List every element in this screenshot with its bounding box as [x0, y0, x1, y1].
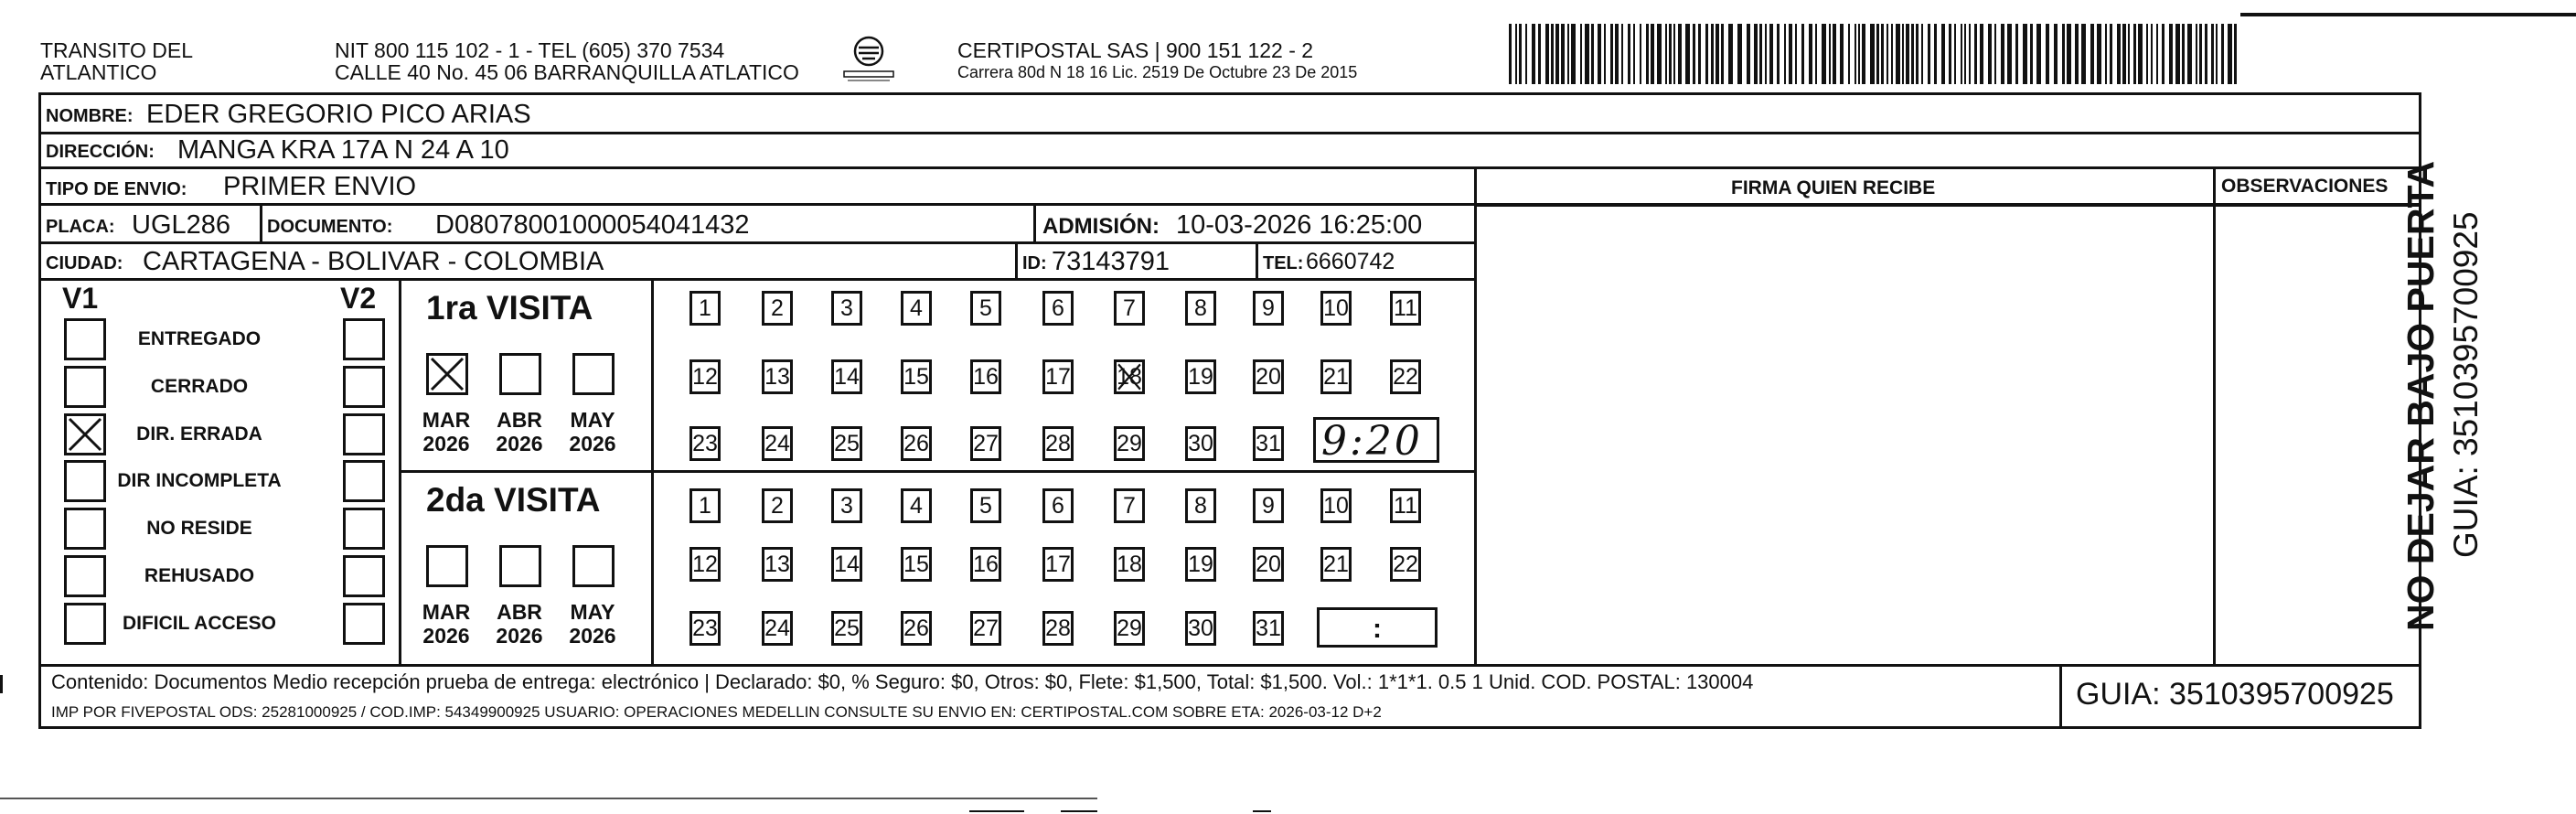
status-label: NO RESIDE	[146, 518, 252, 539]
second-visit-month-checkbox[interactable]	[572, 545, 615, 587]
day-number: 23	[692, 615, 718, 641]
status-label: DIFICIL ACCESO	[122, 613, 276, 634]
month-name: ABR	[497, 408, 542, 432]
rule-after-nombre	[38, 132, 2421, 134]
month-name: MAY	[570, 408, 615, 432]
day-number: 24	[764, 615, 790, 641]
rule-after-placa	[38, 241, 1476, 244]
second-day-box[interactable]	[1114, 488, 1145, 523]
company-line: CERTIPOSTAL SAS | 900 151 122 - 2	[957, 38, 1314, 62]
month-name: ABR	[497, 600, 542, 624]
footer-guia: GUIA: 3510395700925	[2076, 677, 2394, 712]
month-year: 2026	[496, 432, 543, 456]
second-day-box[interactable]	[1253, 611, 1284, 646]
second-day-box[interactable]	[1185, 611, 1216, 646]
second-visit-title: 2da VISITA	[426, 481, 601, 519]
nombre-label: NOMBRE:	[46, 106, 134, 126]
rule-before-admision	[1033, 205, 1036, 242]
day-number: 13	[764, 363, 790, 390]
day-number: 28	[1045, 615, 1071, 641]
first-visit-month-checkbox[interactable]	[499, 353, 541, 395]
observaciones-label: OBSERVACIONES	[2221, 176, 2389, 197]
tipo-envio-value: PRIMER ENVIO	[223, 172, 417, 201]
rule-after-ciudad	[38, 278, 1476, 281]
first-day-box[interactable]	[762, 359, 793, 394]
second-day-box[interactable]	[1390, 547, 1421, 582]
documento-value: D08078001000054041432	[435, 210, 750, 240]
second-visit-time: :	[1373, 614, 1382, 644]
second-day-box[interactable]	[1185, 547, 1216, 582]
second-day-box[interactable]	[1114, 611, 1145, 646]
day-number: 16	[973, 551, 999, 577]
rule-footer-guia-left	[2059, 665, 2062, 729]
ciudad-value: CARTAGENA - BOLIVAR - COLOMBIA	[143, 247, 604, 276]
month-year: 2026	[422, 624, 470, 648]
day-number: 23	[692, 430, 718, 456]
first-day-box[interactable]	[1253, 426, 1284, 461]
second-visit-month-label	[565, 600, 620, 648]
day-number: 6	[1052, 492, 1064, 519]
second-day-box[interactable]	[1320, 488, 1352, 523]
status-label: CERRADO	[150, 376, 249, 397]
certipostal-logo-icon	[839, 35, 899, 86]
footer-print-line: IMP POR FIVEPOSTAL ODS: 25281000925 / COD.IMP: 54349900925 USUARIO: OPERACIONES MEDELLIN CONSULTE SU ENVIO EN: CERTIPOSTAL.COM SOBRE ETA: 2026-03-12 D+2	[51, 703, 1382, 721]
first-day-box[interactable]	[1185, 426, 1216, 461]
nombre-value: EDER GREGORIO PICO ARIAS	[146, 100, 531, 129]
first-day-box[interactable]	[831, 359, 862, 394]
admision-value: 10-03-2026 16:25:00	[1176, 210, 1423, 240]
first-visit-month-label	[492, 408, 547, 456]
second-day-box[interactable]	[901, 611, 932, 646]
day-number: 2	[771, 492, 784, 519]
second-day-box[interactable]	[901, 547, 932, 582]
first-day-box[interactable]	[689, 291, 721, 326]
rule-after-placa-value	[260, 205, 262, 242]
tel-label: TEL:	[1263, 253, 1304, 273]
second-day-box[interactable]	[970, 488, 1001, 523]
day-number: 14	[834, 551, 860, 577]
second-day-box[interactable]	[689, 488, 721, 523]
first-day-box[interactable]	[1390, 359, 1421, 394]
day-number: 8	[1194, 492, 1207, 519]
placa-value: UGL286	[132, 210, 231, 240]
rule-before-tel	[1256, 243, 1258, 279]
day-number: 5	[979, 295, 992, 321]
license-line: Carrera 80d N 18 16 Lic. 2519 De Octubre 23 De 2015	[957, 63, 1358, 81]
v2-checkbox[interactable]	[343, 366, 385, 408]
second-visit-month-label	[419, 600, 474, 648]
v2-checkbox[interactable]	[343, 413, 385, 455]
first-day-box[interactable]	[1042, 359, 1074, 394]
sender-name-line2: ATLANTICO	[40, 60, 157, 84]
second-day-box[interactable]	[1320, 547, 1352, 582]
day-number: 21	[1323, 363, 1349, 390]
second-day-box[interactable]	[831, 547, 862, 582]
first-visit-month-label	[565, 408, 620, 456]
second-day-box[interactable]	[762, 547, 793, 582]
day-number: 24	[764, 430, 790, 456]
no-dejar-notice: NO DEJAR BAJO PUERTA	[2400, 160, 2442, 631]
placa-label: PLACA:	[46, 217, 115, 237]
day-number: 22	[1393, 363, 1418, 390]
first-visit-title: 1ra VISITA	[426, 289, 593, 327]
bottom-rule-frag-3	[1253, 810, 1271, 812]
day-number: 13	[764, 551, 790, 577]
second-day-box[interactable]	[831, 611, 862, 646]
footer-contents-line: Contenido: Documentos Medio recepción prueba de entrega: electrónico | Declarado: $0, % Seguro: $0, Otros: $0, Flete: $1,500, Total: $1,500. Vol.: 1*1*1. 0.5 1 Unid. COD. POSTAL: 130004	[51, 670, 1754, 693]
second-day-box[interactable]	[1042, 488, 1074, 523]
bottom-rule-frag-2	[1061, 810, 1097, 812]
sender-address-line: CALLE 40 No. 45 06 BARRANQUILLA ATLATICO	[335, 60, 799, 84]
second-day-box[interactable]	[831, 488, 862, 523]
v2-checkbox[interactable]	[343, 603, 385, 645]
day-number: 31	[1256, 615, 1281, 641]
first-day-box[interactable]	[901, 291, 932, 326]
day-number: 27	[973, 615, 999, 641]
direccion-value: MANGA KRA 17A N 24 A 10	[177, 135, 509, 165]
day-number: 25	[834, 430, 860, 456]
first-day-box[interactable]	[1320, 291, 1352, 326]
first-day-box[interactable]	[1320, 359, 1352, 394]
first-day-box[interactable]	[970, 359, 1001, 394]
rule-obs-left	[2213, 167, 2216, 665]
second-day-box[interactable]	[1185, 488, 1216, 523]
ciudad-label: CIUDAD:	[46, 253, 123, 273]
day-number: 16	[973, 363, 999, 390]
second-visit-month-checkbox[interactable]	[426, 545, 468, 587]
direccion-label: DIRECCIÓN:	[46, 142, 155, 162]
sender-name-line1: TRANSITO DEL	[40, 38, 193, 62]
rule-right-header	[1474, 205, 2421, 207]
rule-footer-top	[38, 664, 2421, 667]
rule-after-direccion	[38, 166, 2421, 169]
tel-value: 6660742	[1306, 249, 1395, 274]
first-day-box[interactable]	[1185, 359, 1216, 394]
day-number: 9	[1262, 295, 1275, 321]
month-year: 2026	[422, 432, 470, 456]
day-number: 15	[903, 363, 929, 390]
day-number: 5	[979, 492, 992, 519]
day-number: 7	[1123, 295, 1136, 321]
second-day-box[interactable]	[689, 611, 721, 646]
documento-label: DOCUMENTO:	[267, 217, 393, 237]
month-year: 2026	[496, 624, 543, 648]
rule-firma-left	[1474, 167, 1477, 665]
v2-checkbox[interactable]	[343, 555, 385, 597]
second-day-box[interactable]	[970, 547, 1001, 582]
day-number: 26	[903, 615, 929, 641]
first-visit-month-checkbox[interactable]	[426, 353, 468, 395]
first-day-box[interactable]	[970, 426, 1001, 461]
day-number: 28	[1045, 430, 1071, 456]
first-day-box[interactable]	[1253, 291, 1284, 326]
status-label: DIR INCOMPLETA	[117, 470, 282, 491]
day-number: 18	[1117, 363, 1142, 390]
second-day-box[interactable]	[1253, 547, 1284, 582]
first-day-box[interactable]	[1390, 291, 1421, 326]
second-day-box[interactable]	[1253, 488, 1284, 523]
first-day-box[interactable]	[1185, 291, 1216, 326]
side-guia: GUIA: 3510395700925	[2447, 211, 2485, 558]
v2-checkbox[interactable]	[343, 508, 385, 550]
day-number: 26	[903, 430, 929, 456]
first-visit-month-checkbox[interactable]	[572, 353, 615, 395]
v2-label: V2	[340, 282, 377, 315]
second-visit-month-label	[492, 600, 547, 648]
v2-checkbox[interactable]	[343, 460, 385, 502]
second-day-box[interactable]	[762, 488, 793, 523]
first-day-box[interactable]	[1114, 291, 1145, 326]
left-margin-mark	[0, 675, 3, 693]
day-number: 19	[1188, 363, 1213, 390]
check-x-icon	[429, 356, 465, 392]
day-number: 4	[910, 295, 923, 321]
first-day-box[interactable]	[762, 291, 793, 326]
day-number: 10	[1323, 295, 1349, 321]
barcode-icon	[1509, 24, 2240, 86]
second-day-box[interactable]	[1390, 488, 1421, 523]
day-number: 27	[973, 430, 999, 456]
day-number: 12	[692, 363, 718, 390]
first-day-box[interactable]	[689, 359, 721, 394]
status-label: ENTREGADO	[137, 328, 262, 349]
day-number: 29	[1117, 430, 1142, 456]
first-day-box[interactable]	[1114, 359, 1145, 394]
day-number: 11	[1394, 492, 1417, 519]
first-visit-time-box[interactable]	[1313, 417, 1439, 463]
month-year: 2026	[569, 432, 616, 456]
day-number: 29	[1117, 615, 1142, 641]
firma-label: FIRMA QUIEN RECIBE	[1731, 177, 1936, 198]
v1-label: V1	[62, 282, 99, 315]
day-number: 1	[699, 295, 711, 321]
month-year: 2026	[569, 624, 616, 648]
second-day-box[interactable]	[1042, 547, 1074, 582]
certipostal-logo	[839, 35, 899, 86]
day-number: 30	[1188, 615, 1213, 641]
day-number: 18	[1117, 551, 1142, 577]
day-number: 14	[834, 363, 860, 390]
second-day-box[interactable]	[689, 547, 721, 582]
month-name: MAR	[422, 408, 471, 432]
second-day-box[interactable]	[1042, 611, 1074, 646]
first-day-box[interactable]	[901, 359, 932, 394]
tipo-envio-label: TIPO DE ENVIO:	[46, 179, 187, 199]
day-number: 20	[1256, 363, 1281, 390]
rule-visits-divider	[400, 470, 1475, 473]
bottom-rule-frag-1	[969, 810, 1024, 812]
day-number: 10	[1323, 492, 1349, 519]
day-number: 21	[1323, 551, 1349, 577]
status-label: DIR. ERRADA	[136, 423, 262, 444]
first-visit-time: 9:20	[1321, 418, 1423, 465]
first-day-box[interactable]	[901, 426, 932, 461]
day-number: 30	[1188, 430, 1213, 456]
first-visit-month-label	[419, 408, 474, 456]
day-number: 12	[692, 551, 718, 577]
day-number: 9	[1262, 492, 1275, 519]
first-day-box[interactable]	[831, 426, 862, 461]
second-day-box[interactable]	[1114, 547, 1145, 582]
day-number: 3	[840, 492, 853, 519]
barcode	[1509, 24, 2240, 86]
day-number: 4	[910, 492, 923, 519]
nit-phone-line: NIT 800 115 102 - 1 - TEL (605) 370 7534	[335, 38, 725, 62]
month-name: MAR	[422, 600, 471, 624]
first-day-box[interactable]	[831, 291, 862, 326]
day-number: 17	[1045, 551, 1071, 577]
first-day-box[interactable]	[689, 426, 721, 461]
first-day-box[interactable]	[1253, 359, 1284, 394]
day-number: 2	[771, 295, 784, 321]
id-label: ID:	[1022, 253, 1047, 273]
status-label: REHUSADO	[144, 565, 255, 586]
check-x-icon	[1117, 362, 1142, 391]
day-number: 8	[1194, 295, 1207, 321]
second-day-box[interactable]	[901, 488, 932, 523]
month-name: MAY	[570, 600, 615, 624]
day-number: 25	[834, 615, 860, 641]
day-number: 20	[1256, 551, 1281, 577]
second-day-box[interactable]	[762, 611, 793, 646]
day-number: 1	[699, 492, 711, 519]
first-day-box[interactable]	[762, 426, 793, 461]
second-day-box[interactable]	[970, 611, 1001, 646]
day-number: 15	[903, 551, 929, 577]
day-number: 22	[1393, 551, 1418, 577]
admision-label: ADMISIÓN:	[1042, 214, 1160, 239]
day-number: 11	[1394, 295, 1417, 321]
rule-before-id	[1015, 243, 1018, 279]
v2-checkbox[interactable]	[343, 318, 385, 360]
day-number: 6	[1052, 295, 1064, 321]
first-day-box[interactable]	[1114, 426, 1145, 461]
day-number: 19	[1188, 551, 1213, 577]
first-day-box[interactable]	[1042, 426, 1074, 461]
top-edge-rule	[2240, 13, 2576, 16]
first-day-box[interactable]	[1042, 291, 1074, 326]
day-number: 17	[1045, 363, 1071, 390]
day-number: 7	[1123, 492, 1136, 519]
first-day-box[interactable]	[970, 291, 1001, 326]
second-visit-month-checkbox[interactable]	[499, 545, 541, 587]
day-number: 31	[1256, 430, 1281, 456]
id-value: 73143791	[1052, 247, 1170, 276]
day-number: 3	[840, 295, 853, 321]
bottom-rule	[0, 798, 1097, 799]
second-visit-time-box[interactable]	[1317, 607, 1438, 648]
